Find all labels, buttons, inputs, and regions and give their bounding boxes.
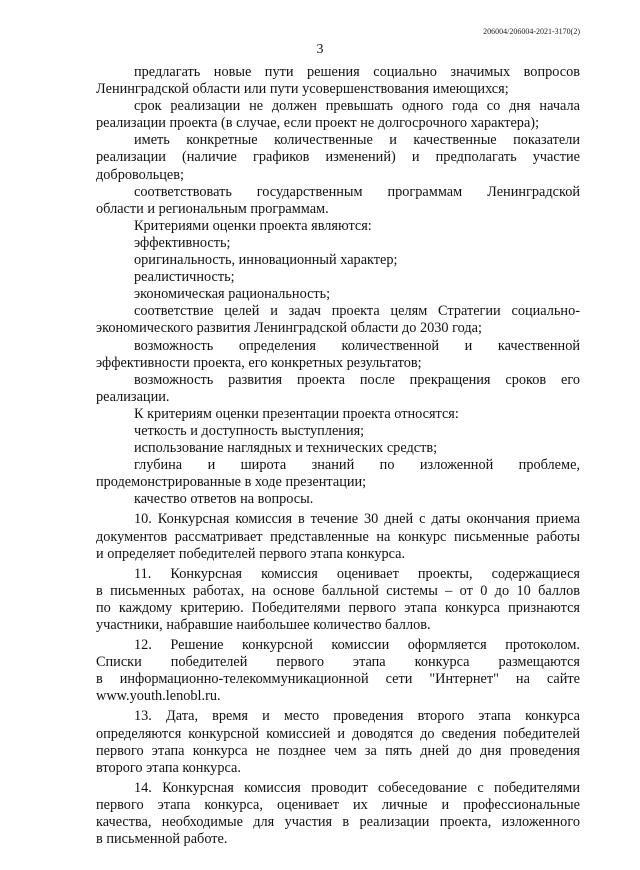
paragraph-line: Критериями оценки проекта являются:: [134, 217, 372, 234]
paragraph-line: и определяет победителей первого этапа конкурса.: [96, 545, 406, 562]
paragraph-line: в информационно-телекоммуникационной сети "Интернет" на сайте: [96, 671, 580, 688]
paragraph-line: по каждому критерию. Победителями первого этапа конкурса признаются: [96, 599, 580, 616]
paragraph-line: соответствие целей и задач проекта целям Стратегии социально-: [134, 303, 580, 320]
paragraph-line: использование наглядных и технических средств;: [134, 440, 438, 457]
paragraph-line: в письменных работах, на основе балльной системы – от 0 до 10 баллов: [96, 582, 580, 599]
paragraph-line: оригинальность, инновационный характер;: [134, 252, 398, 269]
paragraph-line: участники, набравшие наибольшее количество баллов.: [96, 617, 431, 633]
document-id: 206004/206004-2021-3170(2): [483, 27, 580, 36]
paragraph-line: реалистичность;: [134, 269, 235, 286]
paragraph-line: добровольцев;: [96, 166, 184, 183]
page-number: 3: [316, 42, 324, 57]
paragraph-line: в письменной работе.: [96, 831, 228, 848]
document-body: [96, 64, 580, 848]
paragraph-line: реализации.: [96, 388, 170, 405]
paragraph-line: экономического развития Ленинградской области до 2030 года;: [96, 320, 482, 337]
paragraph-line: возможность развития проекта после прекращения сроков его: [134, 371, 580, 388]
paragraph-line: реализации проекта (в случае, если проект не долгосрочного характера);: [96, 115, 540, 132]
paragraph-line: четкость и доступность выступления;: [134, 422, 365, 439]
paragraph-line: предлагать новые пути решения социально значимых вопросов: [134, 64, 580, 80]
paragraph-line: глубина и широта знаний по изложенной проблеме,: [134, 457, 580, 474]
paragraph-line: экономическая рациональность;: [134, 286, 331, 303]
paragraph-line: www.youth.lenobl.ru.: [96, 688, 221, 705]
paragraph-line: срок реализации не должен превышать одного года со дня начала: [134, 98, 580, 115]
paragraph-line: соответствовать государственным программам Ленинградской: [134, 183, 580, 200]
paragraph-line: Списки победителей первого этапа конкурса размещаются: [96, 654, 580, 671]
paragraph-line: Ленинградской области или пути усовершенствования имеющихся;: [96, 81, 509, 98]
paragraph-line: 12. Решение конкурсной комиссии оформляется протоколом.: [134, 637, 580, 654]
paragraph-line: иметь конкретные количественные и качественные показатели: [134, 132, 580, 149]
paragraph-line: области и региональным программам.: [96, 200, 329, 217]
paragraph-line: реализации (наличие графиков изменений) и предполагать участие: [96, 149, 580, 166]
paragraph-line: второго этапа конкурса.: [96, 759, 241, 776]
paragraph-line: 13. Дата, время и место проведения второго этапа конкурса: [134, 708, 580, 725]
paragraph-line: возможность определения количественной и качественной: [134, 337, 580, 354]
paragraph-line: 10. Конкурсная комиссия в течение 30 дней с даты окончания приема: [134, 511, 580, 528]
paragraph-line: первого этапа конкурса не позднее чем за пять дней до дня проведения: [96, 742, 580, 759]
paragraph-line: К критериям оценки презентации проекта относятся:: [134, 405, 459, 422]
paragraph-line: определяются конкурсной комиссией и доводятся до сведения победителей: [96, 725, 580, 742]
paragraph-line: первого этапа конкурса, оценивает их личные и профессиональные: [96, 796, 580, 813]
paragraph-line: 11. Конкурсная комиссия оценивает проекты, содержащиеся: [134, 565, 580, 582]
paragraph-line: документов рассматривает представленные на конкурс письменные работы: [96, 528, 580, 545]
paragraph-line: эффективность;: [134, 234, 231, 251]
paragraph-line: эффективности проекта, его конкретных результатов;: [96, 354, 422, 371]
paragraph-line: качества, необходимые для участия в реализации проекта, изложенного: [96, 814, 580, 831]
paragraph-line: качество ответов на вопросы.: [134, 491, 314, 508]
paragraph-line: продемонстрированные в ходе презентации;: [96, 474, 367, 491]
paragraph-line: 14. Конкурсная комиссия проводит собеседование с победителями: [134, 779, 580, 796]
